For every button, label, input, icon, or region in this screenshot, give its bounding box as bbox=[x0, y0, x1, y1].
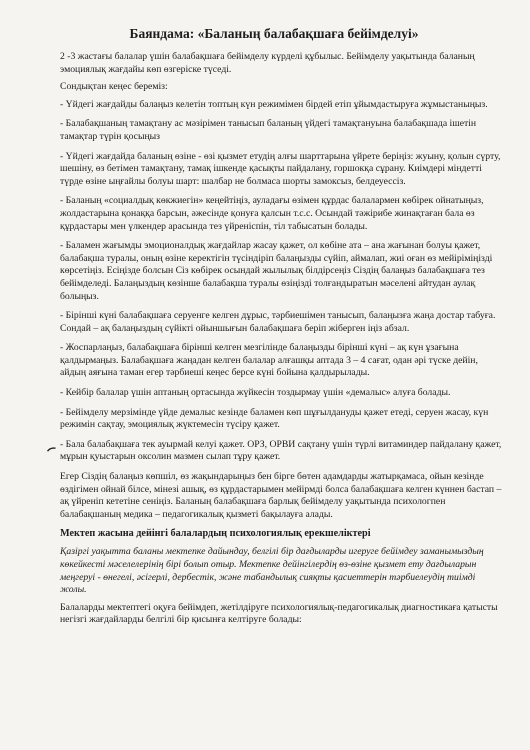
section-last-paragraph: Балаларды мектептегі оқуға бейімдеп, жетілдіруге психологиялық-педагогикалық диагностикаға қатысты негізгі жағдайларды белгілі бір қисынға келтіруге болады: bbox=[60, 601, 498, 626]
paragraph-midweek-rest: - Кейбір балалар үшін аптаның ортасында жүйкесін тоздырмау үшін «демалыс» алуға болады. bbox=[60, 387, 451, 399]
paragraph-first-day: - Бірінші күні балабақшаға серуенге келген дұрыс, тәрбиешімен танысып, балаңызға жаңа достар табуға. Сондай – ақ балаңыздың сүйікті ойыншығын балабақшаға беріп жіберген іңіз абзал. bbox=[60, 310, 496, 334]
paragraph-conclusion: Егер Сіздің балаңыз көпшіл, өз жақындарыңыз бен бірге бөтен адамдарды жатырқамаса, ойын кезінде өздігімен ойнай білсе, мінезі ашық, өз құрдастарымен мейірмді болса балабақшаға келген күннен бастап – ақ үйреніп кететіне сеніңіз. Баланың балабақшаға барлық бейімделу уақытында психологпен балабақшаның медика – педагогикалық қызметі бақылауға алады. bbox=[60, 471, 502, 520]
paragraph-planning: - Жоспарлаңыз, балабақшаға бірінші келген мезгілінде балаңызды бірінші күні – ақ күн ұзағына қалдырмаңыз. Балабақшаға жаңадан келген балалар алғашқы аптада 3 – 4 сағат, одан әрі түске дейін, айдың аяғына таман егер тәрбиеші кеңес берсе күні бойына қалдырылады. bbox=[60, 342, 478, 379]
paragraph-social-horizon: - Баланың «социалдық көкжиегін» кеңейтіңіз, ауладағы өзімен құрдас балалармен көбірек ойнатыңыз, жолдастарына қонаққа барсын, әжесінде қонуға қалсын т.с.с. Осындай тәжірибе жинақтаған бала өз құрдастары мен үлкендер арасында тез үйреніспін, тіл табысатын болады. bbox=[60, 195, 484, 232]
paragraph-self-care: - Үйдегі жағдайда баланың өзіне - өзі қызмет етудің алғы шарттарына үйрете беріңіз: жуыну, қолын сүрту, шешіну, өз бетімен тамақтану, тамақ ішкенде қасықты пайдалану, горшокқа сұрану. Киімдері міндетті түрде өзіне ыңғайлы болуы шарт: шалбар не болмаса шорты замоксыз, белдеуессіз. bbox=[60, 150, 501, 187]
pen-mark-icon bbox=[47, 447, 56, 452]
paragraph-intro: 2 -3 жастағы балалар үшін балабақшаға бейімделу күрделі құбылыс. Бейімделу уақытында баланың эмоциялық жағдайы көп өзгеріске түседі. bbox=[60, 51, 475, 75]
paragraph-health: - Бала балабақшаға тек ауырмай келуі қажет. ОРЗ, ОРВИ сақтану үшін түрлі витаминдер пайдалану қажет, мұрын қуыстарын оксолин мазмен сылап тұру қажет. bbox=[60, 438, 502, 463]
document-title: Баяндама: «Баланың балабақшаға бейімделуі» bbox=[129, 26, 419, 41]
paragraph-menu: - Балабақшаның тамақтану ас мәзірімен танысып баланың үйдегі тамақтануына балабақшада ішетін тамақтар түрін қосыңыз bbox=[60, 118, 477, 142]
paragraph-daily-routine: - Үйдегі жағдайды балаңыз келетін топтың күн режимімен бірдей етіп ұйымдастыруға жұмыстаныңыз. bbox=[60, 98, 488, 110]
section-heading: Мектеп жасына дейінгі балалардың психологиялық ерекшеліктері bbox=[60, 528, 371, 540]
section-italic-paragraph: Қазіргі уақытта баланы мектепке дайындау, белгілі бір дағдыларды игеруге бейімдеу заманымыздың көкейкесті мәселелерінің бірі болып отыр. Мектепке дейінгілердің өз-өзіне қызмет ету дағдыларын меңгеруі - өнегелі, әсігерлі, дербестік, және табандылық сияқты қасиеттерін тәрбиелеудің тиімді жолы. bbox=[60, 546, 484, 596]
paragraph-advice-lead: Сондықтан кеңес береміз: bbox=[60, 81, 168, 93]
paragraph-positive-emotions: - Баламен жағымды эмоционалдық жағдайлар жасау қажет, ол көбіне ата – ана жағынан болуы қажет, балабақша туралы, оның өзіне керектігін түсіндіріп балаңызды сүйіп, аймалап, жиі оған өз мейіріміңізді көрсетіңіз. Есіңізде болсын Сіз көбірек осындай жылылық білдірсеңіз Сіздің балаңыз балабақшаға тез бейімделеді. Балаңыздың көзінше балабақша туралы өзіңізді толғандыратын мәселені айтудан аулақ болыңыз. bbox=[60, 240, 493, 302]
paragraph-home-rest: - Бейімделу мерзімінде үйде демалыс кезінде баламен көп шұғылдануды қажет етеді, серуен жасау, күн режимін сақтау, эмоциялық жүктемесін түсіру қажет. bbox=[60, 406, 489, 431]
